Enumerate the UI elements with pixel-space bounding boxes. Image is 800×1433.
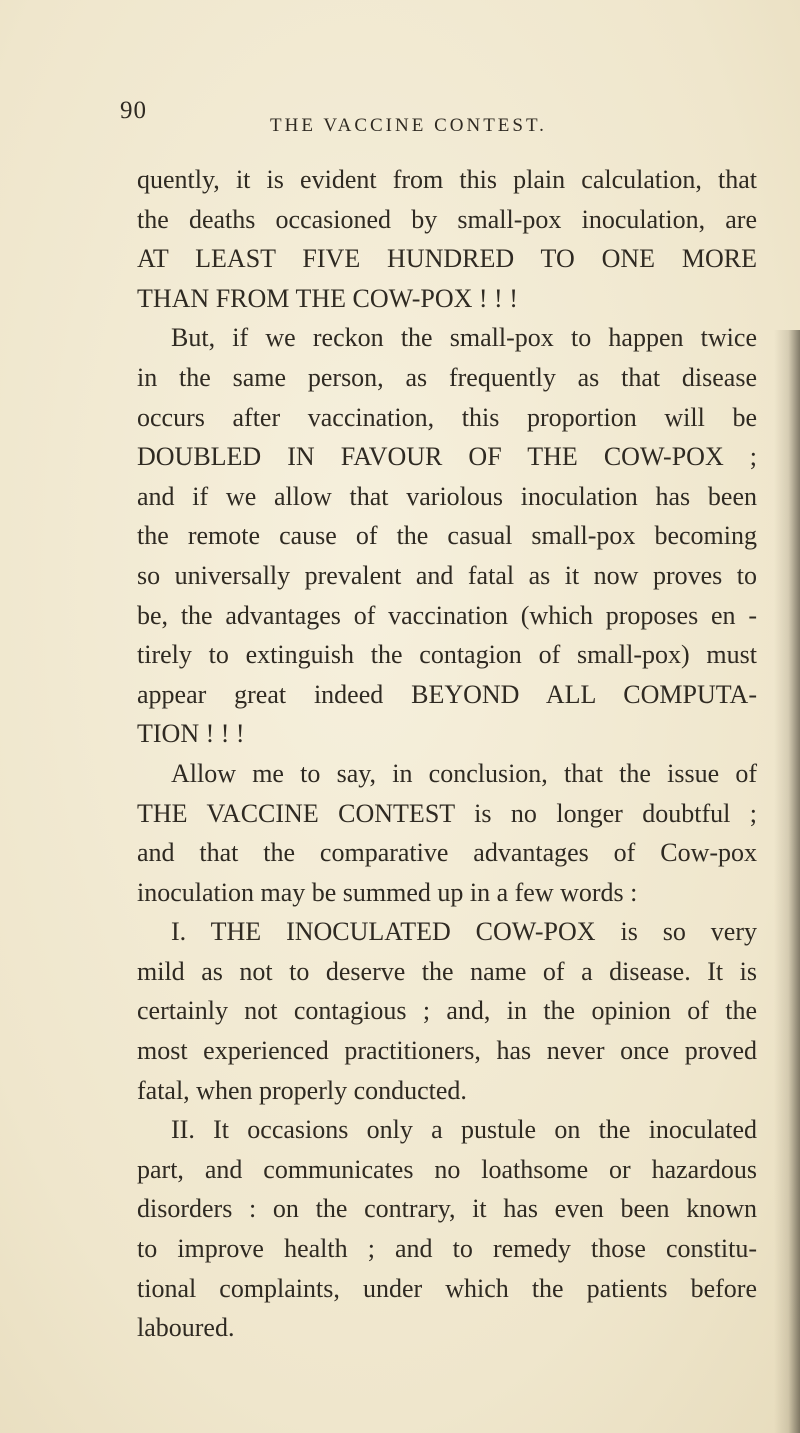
text-line: and that the comparative advantages of Cow-pox — [137, 838, 757, 868]
text-line: I. THE INOCULATED COW-POX is so very — [171, 917, 757, 947]
running-head: THE VACCINE CONTEST. — [270, 115, 547, 136]
text-line: inoculation may be summed up in a few words : — [137, 877, 638, 907]
text-line: THE VACCINE CONTEST is no longer doubtful ; — [137, 798, 757, 828]
text-line: laboured. — [137, 1313, 235, 1343]
text-line: so universally prevalent and fatal as it now proves to — [137, 560, 757, 590]
text-line: DOUBLED IN FAVOUR OF THE COW-POX ; — [137, 442, 757, 472]
text-line: fatal, when properly conducted. — [137, 1075, 467, 1105]
text-line: certainly not contagious ; and, in the opinion of the — [137, 996, 757, 1026]
page-header — [120, 95, 720, 135]
text-line: in the same person, as frequently as that disease — [137, 362, 757, 392]
text-line: II. It occasions only a pustule on the inoculated — [171, 1115, 757, 1145]
text-line: quently, it is evident from this plain calculation, that — [137, 165, 757, 194]
text-line: THAN FROM THE COW-POX ! ! ! — [137, 283, 518, 313]
text-line: tional complaints, under which the patients before — [137, 1273, 757, 1303]
text-line: to improve health ; and to remedy those constitu- — [137, 1234, 757, 1264]
text-line: AT LEAST FIVE HUNDRED TO ONE MORE — [137, 244, 757, 274]
text-line: the remote cause of the casual small-pox becoming — [137, 521, 757, 551]
text-line: disorders : on the contrary, it has even been known — [137, 1194, 757, 1224]
text-line: mild as not to deserve the name of a disease. It is — [137, 956, 757, 986]
page-number: 90 — [120, 97, 147, 124]
text-line: and if we allow that variolous inoculation has been — [137, 481, 757, 511]
text-line: tirely to extinguish the contagion of small-pox) must — [137, 640, 757, 670]
page-edge-shadow — [774, 330, 800, 1433]
text-line: appear great indeed BEYOND ALL COMPUTA- — [137, 679, 757, 709]
text-line: part, and communicates no loathsome or hazardous — [137, 1154, 757, 1184]
text-line: occurs after vaccination, this proportion will be — [137, 402, 757, 432]
text-line: most experienced practitioners, has never once proved — [137, 1036, 757, 1066]
text-line: be, the advantages of vaccination (which proposes en - — [137, 600, 757, 630]
text-line: TION ! ! ! — [137, 719, 245, 749]
body-text — [137, 160, 757, 1348]
text-line: But, if we reckon the small-pox to happen twice — [171, 323, 757, 353]
text-line: Allow me to say, in conclusion, that the issue of — [171, 758, 757, 788]
text-line: the deaths occasioned by small-pox inoculation, are — [137, 204, 757, 234]
